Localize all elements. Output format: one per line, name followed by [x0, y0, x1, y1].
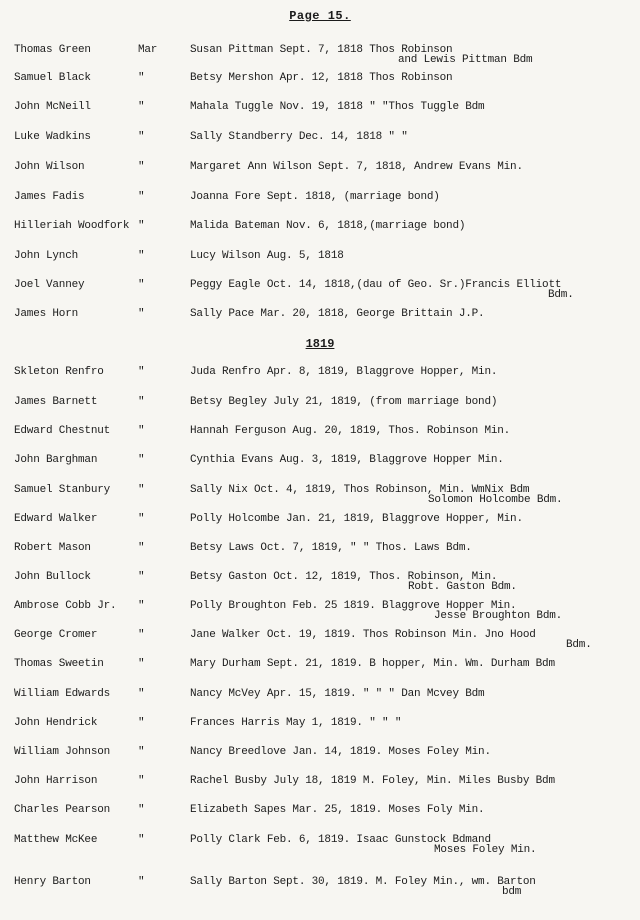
marriage-details: Betsy Mershon Apr. 12, 1818 Thos Robinson — [190, 72, 453, 84]
record-type: " — [138, 101, 145, 113]
groom-name: John Harrison — [14, 775, 98, 787]
groom-name: James Horn — [14, 308, 79, 320]
year-heading: 1819 — [305, 337, 335, 351]
record-row — [0, 513, 640, 539]
record-row — [0, 101, 640, 127]
marriage-details-continued: Robt. Gaston Bdm. — [408, 581, 517, 593]
record-type: " — [138, 513, 145, 525]
record-row — [0, 484, 640, 510]
marriage-details: Sally Standberry Dec. 14, 1818 " " — [190, 131, 408, 143]
marriage-details: Sally Pace Mar. 20, 1818, George Brittain J.P. — [190, 308, 485, 320]
groom-name: Thomas Sweetin — [14, 658, 104, 670]
record-row — [0, 220, 640, 246]
record-type: " — [138, 746, 145, 758]
record-row — [0, 600, 640, 626]
record-row — [0, 629, 640, 655]
record-row — [0, 425, 640, 451]
marriage-details-continued: Bdm. — [548, 289, 574, 301]
record-type: " — [138, 425, 145, 437]
groom-name: James Barnett — [14, 396, 98, 408]
groom-name: Charles Pearson — [14, 804, 111, 816]
record-type: " — [138, 454, 145, 466]
groom-name: Robert Mason — [14, 542, 91, 554]
record-row — [0, 454, 640, 480]
record-row — [0, 571, 640, 597]
groom-name: James Fadis — [14, 191, 85, 203]
record-row — [0, 775, 640, 801]
record-row — [0, 542, 640, 568]
marriage-details-continued: Bdm. — [566, 639, 592, 651]
marriage-details: Nancy Breedlove Jan. 14, 1819. Moses Foley Min. — [190, 746, 491, 758]
record-type: " — [138, 250, 145, 262]
record-type: " — [138, 775, 145, 787]
groom-name: Matthew McKee — [14, 834, 98, 846]
record-type: " — [138, 600, 145, 612]
marriage-details: Polly Broughton Feb. 25 1819. Blaggrove Hopper Min. — [190, 600, 517, 612]
groom-name: Skleton Renfro — [14, 366, 104, 378]
groom-name: George Cromer — [14, 629, 98, 641]
marriage-details: Jane Walker Oct. 19, 1819. Thos Robinson Min. Jno Hood — [190, 629, 536, 641]
record-type: " — [138, 717, 145, 729]
marriage-details: Mahala Tuggle Nov. 19, 1818 " "Thos Tuggle Bdm — [190, 101, 485, 113]
groom-name: John Lynch — [14, 250, 79, 262]
groom-name: William Edwards — [14, 688, 111, 700]
marriage-details: Malida Bateman Nov. 6, 1818,(marriage bond) — [190, 220, 466, 232]
marriage-details-continued: Moses Foley Min. — [434, 844, 537, 856]
record-type: " — [138, 542, 145, 554]
marriage-details-continued: Solomon Holcombe Bdm. — [428, 494, 563, 506]
marriage-details: Susan Pittman Sept. 7, 1818 Thos Robinson — [190, 44, 453, 56]
record-type: " — [138, 834, 145, 846]
record-row — [0, 308, 640, 334]
marriage-details: Rachel Busby July 18, 1819 M. Foley, Min. Miles Busby Bdm — [190, 775, 555, 787]
marriage-details: Nancy McVey Apr. 15, 1819. " " " Dan Mcvey Bdm — [190, 688, 485, 700]
marriage-details: Betsy Begley July 21, 1819, (from marriage bond) — [190, 396, 498, 408]
groom-name: Edward Walker — [14, 513, 98, 525]
record-row — [0, 746, 640, 772]
groom-name: Henry Barton — [14, 876, 91, 888]
marriage-details: Polly Holcombe Jan. 21, 1819, Blaggrove Hopper, Min. — [190, 513, 523, 525]
record-type: " — [138, 220, 145, 232]
record-row — [0, 191, 640, 217]
record-row — [0, 161, 640, 187]
record-row — [0, 717, 640, 743]
record-row — [0, 396, 640, 422]
marriage-details: Hannah Ferguson Aug. 20, 1819, Thos. Robinson Min. — [190, 425, 511, 437]
marriage-details: Polly Clark Feb. 6, 1819. Isaac Gunstock Bdmand — [190, 834, 491, 846]
marriage-details: Betsy Gaston Oct. 12, 1819, Thos. Robinson, Min. — [190, 571, 498, 583]
marriage-details: Peggy Eagle Oct. 14, 1818,(dau of Geo. Sr.)Francis Elliott — [190, 279, 562, 291]
groom-name: John Wilson — [14, 161, 85, 173]
page-title: Page 15. — [289, 9, 351, 23]
record-type: " — [138, 279, 145, 291]
marriage-details-continued: Jesse Broughton Bdm. — [434, 610, 563, 622]
record-type: " — [138, 484, 145, 496]
marriage-details: Cynthia Evans Aug. 3, 1819, Blaggrove Hopper Min. — [190, 454, 504, 466]
record-row — [0, 834, 640, 860]
record-type: " — [138, 396, 145, 408]
record-type: " — [138, 191, 145, 203]
record-type: " — [138, 688, 145, 700]
marriage-details-continued: bdm — [502, 886, 522, 898]
record-row — [0, 876, 640, 902]
marriage-details: Margaret Ann Wilson Sept. 7, 1818, Andrew Evans Min. — [190, 161, 523, 173]
groom-name: Hilleriah Woodfork — [14, 220, 130, 232]
groom-name: Samuel Black — [14, 72, 91, 84]
groom-name: John McNeill — [14, 101, 91, 113]
record-row — [0, 44, 640, 70]
marriage-details: Sally Barton Sept. 30, 1819. M. Foley Min., wm. Barton — [190, 876, 536, 888]
groom-name: Edward Chestnut — [14, 425, 111, 437]
marriage-details: Mary Durham Sept. 21, 1819. B hopper, Min. Wm. Durham Bdm — [190, 658, 555, 670]
marriage-details: Joanna Fore Sept. 1818, (marriage bond) — [190, 191, 440, 203]
groom-name: John Bullock — [14, 571, 91, 583]
record-row — [0, 688, 640, 714]
marriage-details: Lucy Wilson Aug. 5, 1818 — [190, 250, 344, 262]
record-type: " — [138, 658, 145, 670]
groom-name: Thomas Green — [14, 44, 91, 56]
record-type: " — [138, 571, 145, 583]
marriage-details: Sally Nix Oct. 4, 1819, Thos Robinson, Min. WmNix Bdm — [190, 484, 530, 496]
record-row — [0, 72, 640, 98]
groom-name: Joel Vanney — [14, 279, 85, 291]
record-type: Mar — [138, 44, 158, 56]
groom-name: John Barghman — [14, 454, 98, 466]
record-type: " — [138, 72, 145, 84]
groom-name: William Johnson — [14, 746, 111, 758]
groom-name: John Hendrick — [14, 717, 98, 729]
record-row — [0, 366, 640, 392]
groom-name: Luke Wadkins — [14, 131, 91, 143]
record-type: " — [138, 366, 145, 378]
groom-name: Ambrose Cobb Jr. — [14, 600, 117, 612]
record-row — [0, 250, 640, 276]
record-row — [0, 658, 640, 684]
record-type: " — [138, 308, 145, 320]
marriage-details: Elizabeth Sapes Mar. 25, 1819. Moses Foly Min. — [190, 804, 485, 816]
record-type: " — [138, 161, 145, 173]
record-type: " — [138, 876, 145, 888]
marriage-details: Betsy Laws Oct. 7, 1819, " " Thos. Laws Bdm. — [190, 542, 472, 554]
marriage-details-continued: and Lewis Pittman Bdm — [398, 54, 533, 66]
marriage-details: Frances Harris May 1, 1819. " " " — [190, 717, 402, 729]
marriage-details: Juda Renfro Apr. 8, 1819, Blaggrove Hopper, Min. — [190, 366, 498, 378]
record-row — [0, 131, 640, 157]
record-type: " — [138, 629, 145, 641]
record-row — [0, 279, 640, 305]
record-row — [0, 804, 640, 830]
record-type: " — [138, 804, 145, 816]
record-type: " — [138, 131, 145, 143]
groom-name: Samuel Stanbury — [14, 484, 111, 496]
